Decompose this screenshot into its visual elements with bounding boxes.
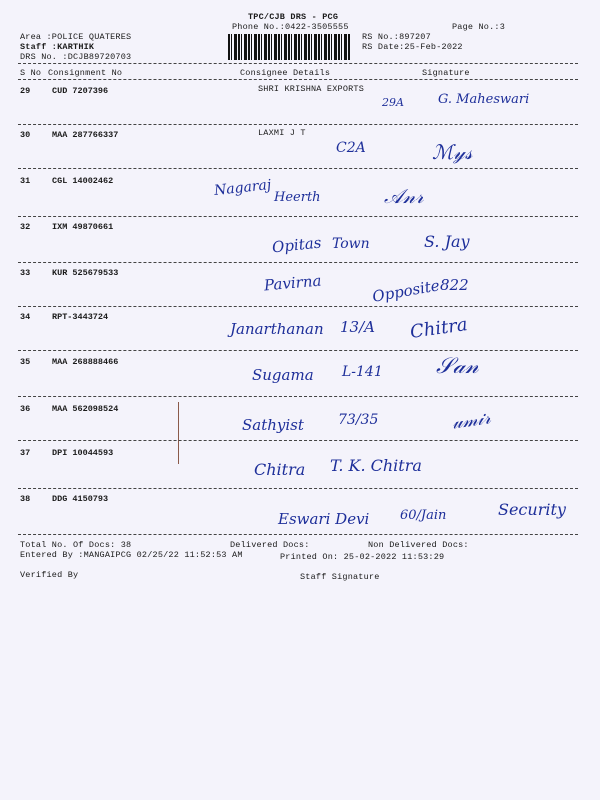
handwriting: L-141 xyxy=(342,364,383,380)
divider xyxy=(18,350,578,351)
staff-label: Staff : xyxy=(20,42,58,52)
row-consignee: SHRI KRISHNA EXPORTS xyxy=(258,84,365,94)
handwriting: S. Jay xyxy=(424,232,470,251)
handwriting: T. K. Chitra xyxy=(330,456,422,475)
area: Area :POLICE QUATERES xyxy=(20,32,132,42)
divider xyxy=(18,534,578,535)
row-sno: 35 xyxy=(20,357,31,367)
rs-date: RS Date:25-Feb-2022 xyxy=(362,42,463,52)
row-consignment: IXM 49870661 xyxy=(52,222,114,232)
staff-signature: Staff Signature xyxy=(300,572,380,582)
row-sno: 31 xyxy=(20,176,31,186)
non-delivered-docs: Non Delivered Docs: xyxy=(368,540,469,550)
col-signature: Signature xyxy=(422,68,470,78)
row-sno: 30 xyxy=(20,130,31,140)
row-consignment: MAA 562098524 xyxy=(52,404,119,414)
staff xyxy=(20,42,94,52)
total-docs: Total No. Of Docs: 38 xyxy=(20,540,132,550)
row-consignment: CGL 14002462 xyxy=(52,176,114,186)
row-consignment: RPT-3443724 xyxy=(52,312,109,322)
handwriting: Sugama xyxy=(252,366,314,384)
handwriting: 73/35 xyxy=(338,412,379,428)
stray-mark xyxy=(178,402,179,464)
divider xyxy=(18,488,578,489)
doc-title: TPC/CJB DRS - PCG xyxy=(248,12,339,22)
divider xyxy=(18,79,578,80)
scribble-signature: ℳ𝓎𝓈 xyxy=(432,140,473,164)
handwriting: Nagaraj xyxy=(213,177,272,199)
page-number: Page No.:3 xyxy=(452,22,506,32)
entered-by: Entered By :MANGAIPCG 02/25/22 11:52:53 AM xyxy=(20,550,243,560)
row-sno: 37 xyxy=(20,448,31,458)
row-consignment: DDG 4150793 xyxy=(52,494,109,504)
drs-number: DRS No. :DCJB89720703 xyxy=(20,52,132,62)
handwriting: G. Maheswari xyxy=(438,92,530,107)
handwriting: 60/Jain xyxy=(400,508,447,523)
divider xyxy=(18,440,578,441)
row-sno: 38 xyxy=(20,494,31,504)
row-sno: 29 xyxy=(20,86,31,96)
handwriting: C2A xyxy=(336,140,366,156)
handwriting: Town xyxy=(332,236,370,252)
verified-by: Verified By xyxy=(20,570,79,580)
divider xyxy=(18,216,578,217)
row-consignment: DPI 10044593 xyxy=(52,448,114,458)
row-consignment: MAA 287766337 xyxy=(52,130,119,140)
divider xyxy=(18,168,578,169)
rs-number: RS No.:897207 xyxy=(362,32,431,42)
row-consignment: CUD 7207396 xyxy=(52,86,109,96)
handwriting: 29A xyxy=(382,96,404,109)
scribble-signature: 𝓊𝓂𝒾𝓇 xyxy=(450,407,493,434)
handwriting: Pavirna xyxy=(263,271,323,295)
divider xyxy=(18,396,578,397)
phone-number: Phone No.:0422-3505555 xyxy=(232,22,349,32)
row-consignment: KUR 525679533 xyxy=(52,268,119,278)
col-consignment: Consignment No xyxy=(48,68,123,78)
handwriting: 13/A xyxy=(340,318,375,336)
handwriting: Opitas xyxy=(271,233,323,257)
row-sno: 32 xyxy=(20,222,31,232)
barcode xyxy=(228,34,350,60)
scribble-signature: 𝒮𝒶𝓃 xyxy=(436,354,479,379)
row-sno: 36 xyxy=(20,404,31,414)
col-sno: S No xyxy=(20,68,42,78)
printed-on: Printed On: 25-02-2022 11:53:29 xyxy=(280,552,445,562)
divider xyxy=(18,262,578,263)
row-consignment: MAA 268888466 xyxy=(52,357,119,367)
handwriting: Opposite xyxy=(370,276,441,306)
delivered-docs: Delivered Docs: xyxy=(230,540,310,550)
handwriting: Chitra xyxy=(254,460,306,479)
divider xyxy=(18,124,578,125)
divider xyxy=(18,63,578,64)
scribble-signature: 𝒜𝓃𝓇 xyxy=(384,184,424,208)
handwriting: Chitra xyxy=(408,314,469,343)
handwriting: Janarthanan xyxy=(230,320,324,338)
divider xyxy=(18,306,578,307)
row-sno: 34 xyxy=(20,312,31,322)
handwriting: 822 xyxy=(440,276,469,294)
row-sno: 33 xyxy=(20,268,31,278)
staff-name: KARTHIK xyxy=(57,42,95,52)
col-consignee: Consignee Details xyxy=(240,68,331,78)
handwriting: Heerth xyxy=(274,190,321,205)
handwriting: Eswari Devi xyxy=(278,510,370,528)
row-consignee: LAXMI J T xyxy=(258,128,306,138)
handwriting: Sathyist xyxy=(242,416,304,434)
handwriting: Security xyxy=(498,500,566,519)
